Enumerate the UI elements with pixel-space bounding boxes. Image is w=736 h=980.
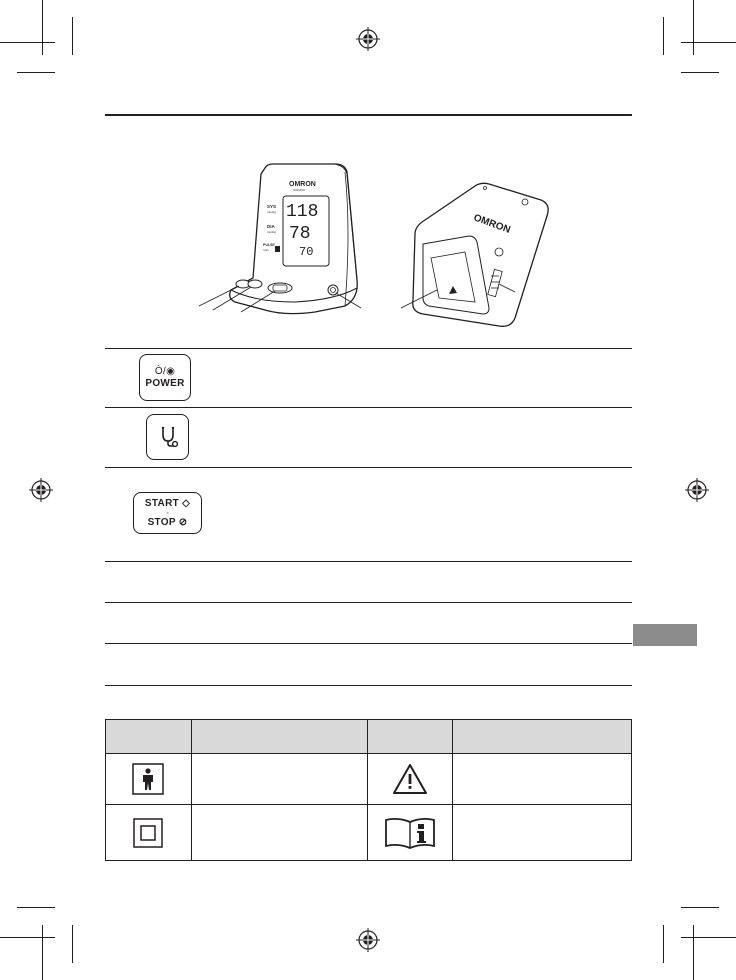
crop-mark <box>681 907 719 908</box>
table-header-row <box>106 720 632 754</box>
table-header-cell <box>368 720 453 754</box>
table-row-divider <box>105 643 632 644</box>
symbol-cell <box>106 805 192 861</box>
mode-button[interactable] <box>146 414 189 460</box>
type-bf-applied-part-icon <box>132 763 164 795</box>
sys-label: SYS <box>267 204 277 209</box>
brand-logo: OMRON <box>289 181 316 188</box>
registration-mark-icon <box>685 478 709 502</box>
crop-mark <box>681 937 736 938</box>
crop-mark <box>681 42 736 43</box>
start-label: START ◇ <box>144 497 191 509</box>
crop-mark <box>42 925 43 980</box>
stethoscope-icon <box>157 426 179 448</box>
class-ii-equipment-icon <box>133 818 163 848</box>
power-button[interactable] <box>139 354 191 401</box>
description-cell <box>191 754 368 805</box>
table-row-divider <box>105 561 632 562</box>
table-row-divider <box>105 685 632 686</box>
sys-value: 118 <box>286 202 319 222</box>
description-cell <box>453 805 632 861</box>
section-tab <box>633 624 697 646</box>
table-row-divider <box>105 602 632 603</box>
dia-label: DIA <box>267 224 275 229</box>
warning-triangle-icon <box>392 763 428 795</box>
header-rule <box>105 114 632 116</box>
power-icon: Ò/◉ <box>154 365 176 377</box>
pulse-label: PULSE <box>263 243 275 247</box>
dia-value: 78 <box>289 224 311 244</box>
crop-mark <box>17 907 55 908</box>
symbol-cell <box>368 805 453 861</box>
brand-logo-back: OMRON <box>471 212 512 236</box>
table-row <box>106 754 632 805</box>
table-header-cell <box>191 720 368 754</box>
stop-label: STOP ⊘ <box>147 516 188 528</box>
monitor-front-illustration <box>195 160 370 320</box>
crop-mark <box>693 925 694 980</box>
table-header-cell <box>453 720 632 754</box>
pulse-value: 70 <box>299 245 314 259</box>
crop-mark <box>663 17 664 55</box>
read-instructions-icon <box>384 816 436 850</box>
monitor-back-illustration <box>395 180 560 330</box>
registration-mark-icon <box>356 27 380 51</box>
table-row-divider <box>105 467 632 468</box>
crop-mark <box>681 72 719 73</box>
description-cell <box>453 754 632 805</box>
registration-mark-icon <box>29 478 53 502</box>
crop-mark <box>0 937 55 938</box>
crop-mark <box>0 42 55 43</box>
crop-mark <box>72 925 73 963</box>
registration-mark-icon <box>356 928 380 952</box>
crop-mark <box>72 17 73 55</box>
description-cell <box>191 805 368 861</box>
symbols-table <box>105 719 632 861</box>
crop-mark <box>42 0 43 55</box>
button-separator: ◦ <box>166 509 169 517</box>
crop-mark <box>17 72 55 73</box>
dia-unit: mmHg <box>267 230 276 234</box>
power-label: POWER <box>145 377 185 389</box>
table-row-divider <box>105 407 632 408</box>
start-stop-button[interactable] <box>133 492 202 534</box>
pulse-unit: /min <box>263 248 269 252</box>
crop-mark <box>663 925 664 963</box>
symbol-cell <box>106 754 192 805</box>
table-header-cell <box>106 720 192 754</box>
symbol-cell <box>368 754 453 805</box>
table-row <box>106 805 632 861</box>
crop-mark <box>693 0 694 55</box>
table-row-divider <box>105 348 632 349</box>
sys-unit: mmHg <box>267 210 276 214</box>
